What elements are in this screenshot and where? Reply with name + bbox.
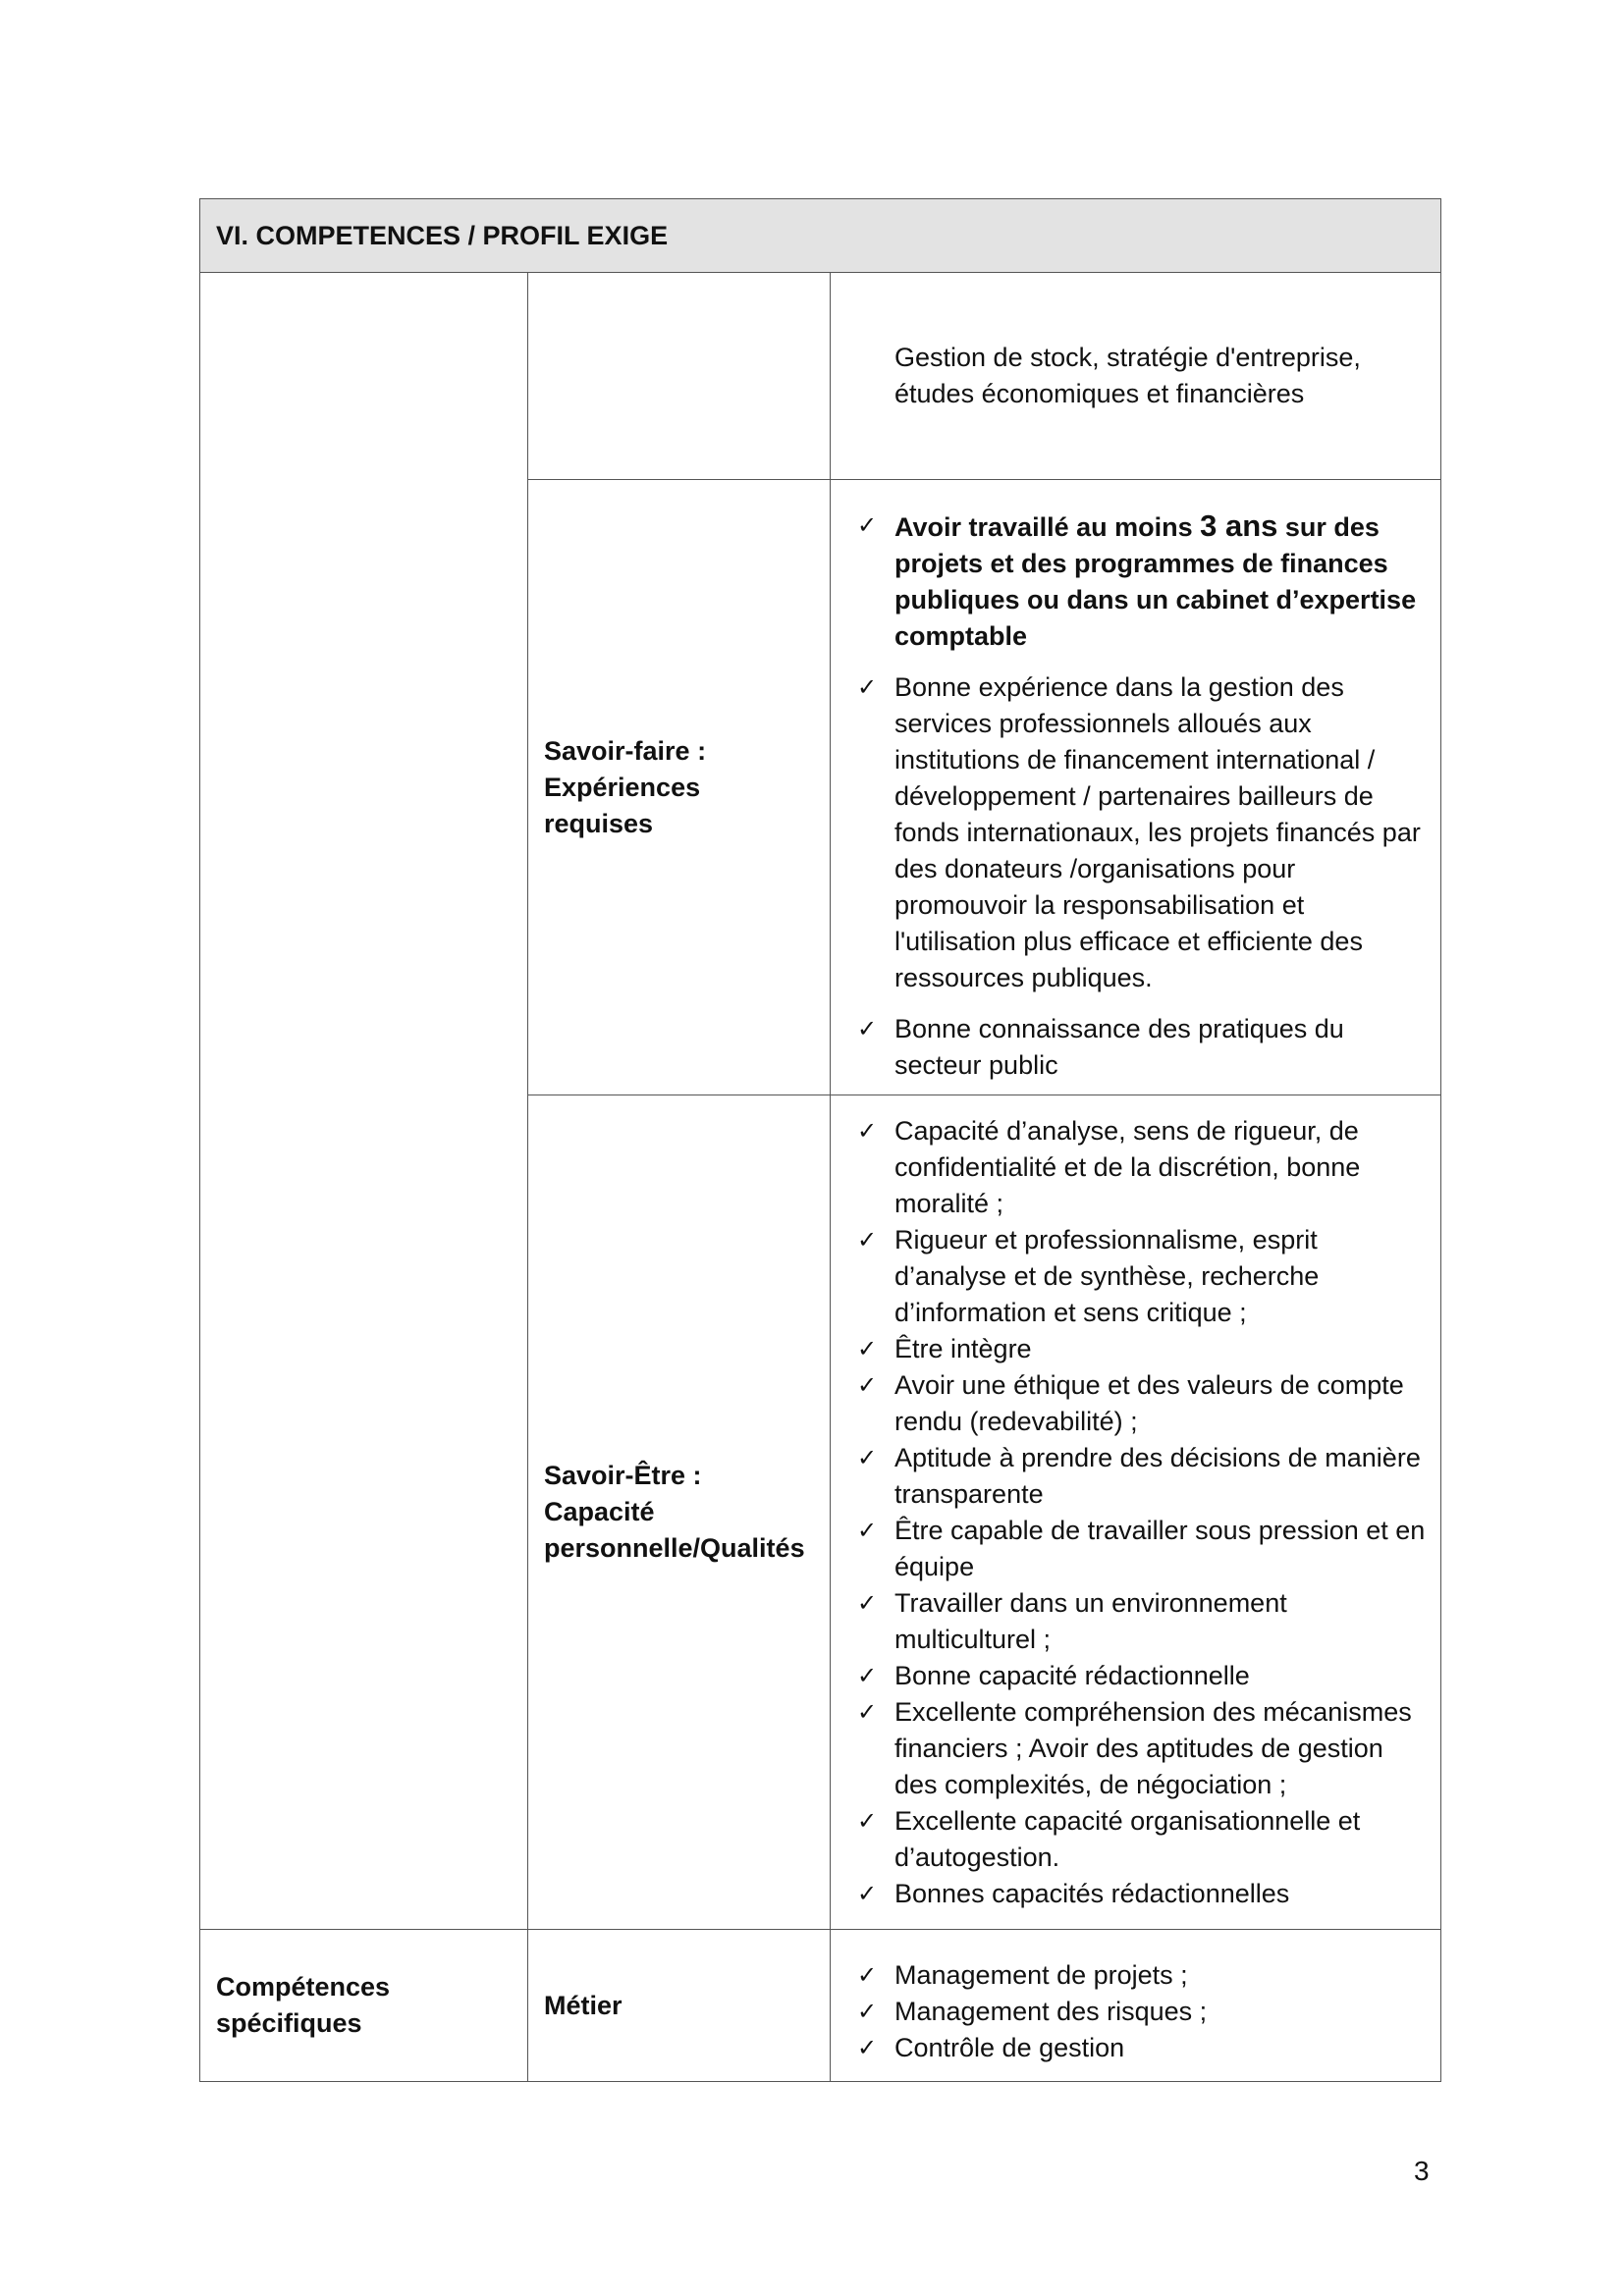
check-icon: ✓ — [856, 1661, 878, 1689]
check-icon: ✓ — [856, 672, 878, 701]
list-item: ✓ Être capable de travailler sous pression et en équipe — [840, 1513, 1431, 1585]
empty-cell — [528, 273, 831, 480]
list-item: ✓ Travailler dans un environnement multiculturel ; — [840, 1585, 1431, 1658]
list-item: ✓ Avoir travaillé au moins 3 ans sur des projets et des programmes de finances publiques ou dans un cabinet d’expertise comptable — [840, 507, 1431, 655]
check-icon: ✓ — [856, 1997, 878, 2025]
list-item: ✓ Capacité d’analyse, sens de rigueur, de confidentialité et de la discrétion, bonne moralité ; — [840, 1113, 1431, 1222]
savoir-faire-list — [840, 507, 1431, 1084]
list-item: ✓ Bonne connaissance des pratiques du secteur public — [840, 1011, 1431, 1084]
list-item: ✓ Être intègre — [840, 1331, 1431, 1367]
savoir-etre-label: Savoir-Être : Capacité personnelle/Qualités — [528, 1095, 831, 1930]
knowledge-text-line: études économiques et financières — [894, 379, 1305, 408]
competences-specifiques-label: Compétences spécifiques — [200, 1930, 528, 2082]
list-item: ✓ Bonne capacité rédactionnelle — [840, 1658, 1431, 1694]
check-icon: ✓ — [856, 1697, 878, 1726]
check-icon: ✓ — [856, 1960, 878, 1989]
knowledge-cell — [831, 273, 1441, 480]
list-item: ✓ Management de projets ; — [840, 1957, 1431, 1994]
list-item: ✓ Avoir une éthique et des valeurs de compte rendu (redevabilité) ; — [840, 1367, 1431, 1440]
table-row — [200, 1930, 1441, 2082]
metier-label: Métier — [528, 1930, 831, 2082]
check-icon: ✓ — [856, 1014, 878, 1042]
list-item: ✓ Excellente capacité organisationnelle et d’autogestion. — [840, 1803, 1431, 1876]
savoir-etre-content — [831, 1095, 1441, 1930]
metier-content — [831, 1930, 1441, 2082]
list-item: ✓ Bonne expérience dans la gestion des services professionnels alloués aux institutions de financement international / développement / partenaires bailleurs de fonds internationaux, les projets financés par des donateurs /organisations pour promouvoir la responsabilisation et l'utilisation plus efficace et efficiente des ressources publiques. — [840, 669, 1431, 996]
list-item: ✓ Rigueur et professionnalisme, esprit d’analyse et de synthèse, recherche d’information et sens critique ; — [840, 1222, 1431, 1331]
check-icon: ✓ — [856, 1516, 878, 1544]
check-icon: ✓ — [856, 1334, 878, 1362]
list-item: ✓ Excellente compréhension des mécanismes financiers ; Avoir des aptitudes de gestion des complexités, de négociation ; — [840, 1694, 1431, 1803]
metier-list — [840, 1957, 1431, 2066]
list-item: ✓ Contrôle de gestion — [840, 2030, 1431, 2066]
check-icon: ✓ — [856, 2033, 878, 2061]
check-icon: ✓ — [856, 1443, 878, 1471]
savoir-etre-list — [840, 1113, 1431, 1912]
page-number: 3 — [1414, 2156, 1430, 2186]
savoir-faire-label: Savoir-faire : Expériences requises — [528, 480, 831, 1095]
empty-cell — [200, 273, 528, 1930]
list-item: ✓ Management des risques ; — [840, 1994, 1431, 2030]
table-header-row — [200, 199, 1441, 273]
check-icon: ✓ — [856, 1806, 878, 1835]
knowledge-text-line: Gestion de stock, stratégie d'entreprise, — [894, 343, 1361, 372]
check-icon: ✓ — [856, 510, 878, 539]
table-row — [200, 273, 1441, 480]
check-icon: ✓ — [856, 1370, 878, 1399]
check-icon: ✓ — [856, 1225, 878, 1254]
section-title: VI. COMPETENCES / PROFIL EXIGE — [200, 199, 1441, 273]
savoir-faire-content — [831, 480, 1441, 1095]
check-icon: ✓ — [856, 1588, 878, 1617]
competences-table — [199, 198, 1441, 2082]
check-icon: ✓ — [856, 1116, 878, 1145]
list-item: ✓ Aptitude à prendre des décisions de manière transparente — [840, 1440, 1431, 1513]
check-icon: ✓ — [856, 1879, 878, 1907]
list-item: ✓ Bonnes capacités rédactionnelles — [840, 1876, 1431, 1912]
